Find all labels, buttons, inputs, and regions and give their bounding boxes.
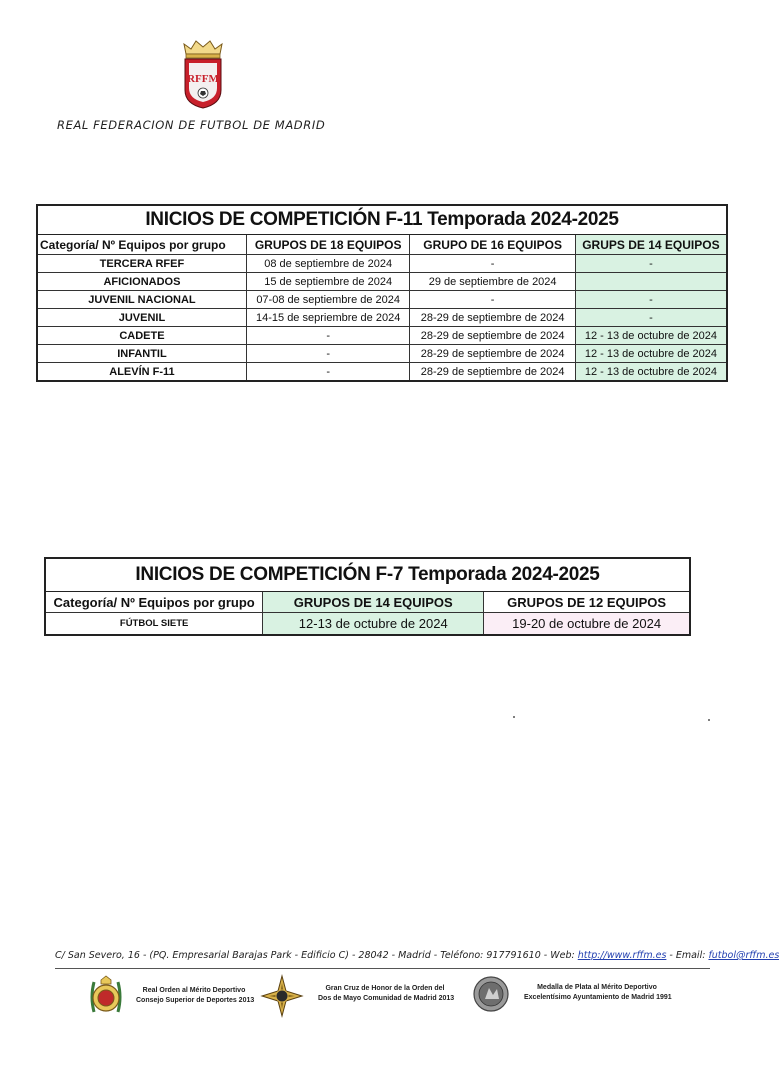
scan-speck: [513, 716, 515, 718]
date-cell: 08 de septiembre de 2024: [246, 255, 410, 273]
date-cell: -: [575, 255, 727, 273]
f7-header-category: Categoría/ Nº Equipos por grupo: [45, 592, 263, 613]
f7-header-row: [45, 592, 690, 613]
category-cell: CADETE: [37, 327, 246, 345]
date-cell: -: [410, 291, 575, 309]
f11-table-title: INICIOS DE COMPETICIÓN F-11 Temporada 2024-2025: [37, 205, 727, 235]
award-line: Medalla de Plata al Mérito Deportivo: [537, 984, 657, 991]
award-line: Dos de Mayo Comunidad de Madrid 2013: [318, 995, 455, 1002]
date-cell: -: [575, 291, 727, 309]
date-cell: -: [246, 345, 410, 363]
category-cell: INFANTIL: [37, 345, 246, 363]
table-row: [37, 255, 727, 273]
date-cell: -: [246, 363, 410, 382]
award-caption: [136, 986, 255, 1006]
date-cell: 19-20 de octubre de 2024: [484, 613, 690, 636]
cross-of-honor-icon: [261, 975, 303, 1017]
f7-header-14: GRUPOS DE 14 EQUIPOS: [263, 592, 484, 613]
award-line: Excelentísimo Ayuntamiento de Madrid 1991: [524, 994, 672, 1001]
date-cell: 28-29 de septiembre de 2024: [410, 327, 575, 345]
category-cell: FÚTBOL SIETE: [45, 613, 263, 636]
date-cell: 12-13 de octubre de 2024: [263, 613, 484, 636]
silver-medal-icon: [472, 975, 510, 1013]
date-cell: 12 - 13 de octubre de 2024: [575, 363, 727, 382]
footer-address: [55, 950, 779, 961]
award-line: Gran Cruz de Honor de la Orden del: [325, 985, 445, 992]
table-row: [37, 345, 727, 363]
table-row: [45, 613, 690, 636]
award-caption: [318, 984, 455, 1004]
f7-header-12: GRUPOS DE 12 EQUIPOS: [484, 592, 690, 613]
f11-header-row: [37, 235, 727, 255]
date-cell: 12 - 13 de octubre de 2024: [575, 327, 727, 345]
footer-divider: [55, 968, 710, 969]
date-cell: -: [410, 255, 575, 273]
merit-medal-icon: [86, 976, 126, 1018]
category-cell: AFICIONADOS: [37, 273, 246, 291]
f11-header-18: GRUPOS DE 18 EQUIPOS: [246, 235, 410, 255]
category-cell: TERCERA RFEF: [37, 255, 246, 273]
svg-text:RFFM: RFFM: [187, 73, 219, 85]
date-cell: 29 de septiembre de 2024: [410, 273, 575, 291]
table-row: [37, 309, 727, 327]
f11-header-14: GRUPS DE 14 EQUIPOS: [575, 235, 727, 255]
f11-competition-table: [36, 204, 728, 382]
award-line: Consejo Superior de Deportes 2013: [136, 997, 255, 1004]
table-row: [37, 327, 727, 345]
f11-header-category: Categoría/ Nº Equipos por grupo: [37, 235, 246, 255]
date-cell: 28-29 de septiembre de 2024: [410, 345, 575, 363]
date-cell: -: [575, 309, 727, 327]
rffm-crest-icon: [180, 38, 226, 110]
category-cell: ALEVÍN F-11: [37, 363, 246, 382]
date-cell: -: [246, 327, 410, 345]
email-label: - Email:: [666, 950, 709, 961]
date-cell: 28-29 de septiembre de 2024: [410, 363, 575, 382]
date-cell: [575, 273, 727, 291]
email-link[interactable]: futbol@rffm.es: [708, 950, 779, 961]
f7-competition-table: [44, 557, 691, 636]
date-cell: 15 de septiembre de 2024: [246, 273, 410, 291]
date-cell: 07-08 de septiembre de 2024: [246, 291, 410, 309]
table-row: [37, 273, 727, 291]
date-cell: 12 - 13 de octubre de 2024: [575, 345, 727, 363]
category-cell: JUVENIL: [37, 309, 246, 327]
federation-name: REAL FEDERACION DE FUTBOL DE MADRID: [57, 118, 326, 132]
category-cell: JUVENIL NACIONAL: [37, 291, 246, 309]
table-row: [37, 363, 727, 382]
date-cell: 28-29 de septiembre de 2024: [410, 309, 575, 327]
date-cell: 14-15 de sepriembre de 2024: [246, 309, 410, 327]
scan-speck: [708, 719, 710, 721]
award-caption: [524, 983, 670, 1003]
f11-header-16: GRUPO DE 16 EQUIPOS: [410, 235, 575, 255]
website-link[interactable]: http://www.rffm.es: [577, 950, 667, 961]
address-text: C/ San Severo, 16 - (PQ. Empresarial Barajas Park - Edificio C) - 28042 - Madrid - Teléfono: 917791610 - Web:: [55, 950, 578, 961]
table-row: [37, 291, 727, 309]
award-line: Real Orden al Mérito Deportivo: [142, 987, 246, 994]
f7-table-title: INICIOS DE COMPETICIÓN F-7 Temporada 2024-2025: [45, 558, 690, 592]
